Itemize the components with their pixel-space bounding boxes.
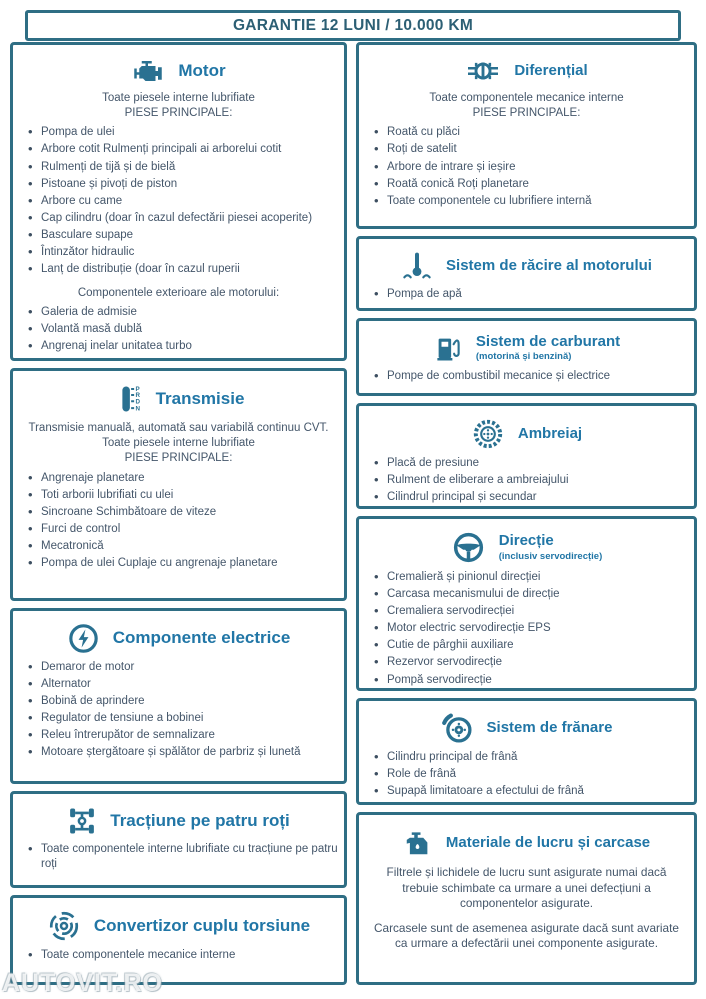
oil-canister-icon <box>403 826 433 860</box>
card-titles <box>499 533 602 562</box>
list-item: • Cilindrul principal și secundar <box>365 490 688 505</box>
list-item: • Regulator de tensiune a bobinei <box>19 711 338 726</box>
card-titles <box>518 426 582 443</box>
card-header <box>365 56 688 86</box>
text-block <box>367 921 686 952</box>
list-item: • Basculare supape <box>19 228 338 243</box>
card-convertizor <box>10 895 347 985</box>
card-title: Convertizor cuplu torsiune <box>93 915 311 935</box>
list-item: • Galeria de admisie <box>19 305 338 320</box>
card-title: Componente electrice <box>112 628 291 648</box>
left-column <box>10 42 347 985</box>
list-item: • Pompa de ulei Cuplaje cu angrenaje planetare <box>19 556 338 571</box>
list-item: • Angrenaj inelar unitatea turbo <box>19 339 338 354</box>
card-transmisie <box>10 368 347 601</box>
card-titles <box>110 812 289 831</box>
list-item: • Arbore cotit Rulmenți principali ai arborelui cotit <box>19 142 338 157</box>
list-item: • Furci de control <box>19 522 338 537</box>
card-title: Tracțiune pe patru roți <box>110 810 290 830</box>
text-block <box>23 286 334 301</box>
engine-icon <box>131 56 165 86</box>
list-item: • Rulmenți de tijă și de bielă <box>19 160 338 175</box>
list-item: • Pompa de apă <box>365 287 688 302</box>
card-header <box>365 826 688 860</box>
card-title: Sistem de carburant <box>475 332 621 350</box>
page-title: GARANTIE 12 LUNI / 10.000 KM <box>232 16 474 34</box>
bullet-list <box>19 305 338 354</box>
card-racire <box>356 236 697 311</box>
list-item: • Pistoane și pivoți de piston <box>19 177 338 192</box>
card-tractiune <box>10 791 347 888</box>
bullet-list <box>365 570 688 687</box>
list-item: • Pompe de combustibil mecanice și electrice <box>365 369 688 384</box>
fuel-pump-icon <box>433 332 463 364</box>
header-bar <box>25 10 681 41</box>
text-line: Filtrele și lichidele de lucru sunt asigurate numai dacă trebuie schimbate ca urmare a unei defecțiuni a componentelor asigurate. <box>386 865 667 911</box>
list-item: • Roți de satelit <box>365 142 688 157</box>
right-column <box>356 42 697 985</box>
list-item: • Cilindru principal de frână <box>365 750 688 765</box>
list-item: • Toti arborii lubrifiati cu ulei <box>19 488 338 503</box>
card-title: Sistem de frănare <box>486 719 613 737</box>
watermark: AUTOVIT.RO <box>2 969 163 997</box>
text-line: Toate componentele mecanice interne <box>429 92 624 104</box>
text-block <box>23 421 334 467</box>
bullet-list <box>19 660 338 760</box>
svg-text:D: D <box>135 398 140 406</box>
list-item: • Angrenaje planetare <box>19 471 338 486</box>
bullet-list <box>365 750 688 799</box>
bullet-list <box>365 125 688 208</box>
bullet-list <box>365 287 688 302</box>
text-line: Carcasele sunt de asemenea asigurate dacă sunt avariate ca urmare a defectării unei componente asigurate. <box>374 920 679 951</box>
list-item: • Supapă limitatoare a efectului de frână <box>365 784 688 799</box>
bullet-list <box>365 369 688 384</box>
list-item: • Toate componentele interne lubrifiate cu tracțiune pe patru roți <box>19 842 338 871</box>
list-item: • Pompa de ulei <box>19 125 338 140</box>
card-header <box>365 712 688 745</box>
list-item: • Roată cu plăci <box>365 125 688 140</box>
card-title: Ambreiaj <box>517 424 583 442</box>
text-block <box>369 91 684 121</box>
list-item: • Cremalieră și pinionul direcției <box>365 570 688 585</box>
card-ambreiaj <box>356 403 697 509</box>
text-block <box>367 865 686 912</box>
text-line: PIESE PRINCIPALE: <box>124 107 233 120</box>
gear-shifter-icon <box>113 382 143 416</box>
list-item: • Toate componentele mecanice interne <box>19 948 338 963</box>
list-item: • Roată conică Roți planetare <box>365 177 688 192</box>
card-titles <box>94 917 310 936</box>
card-franare <box>356 698 697 805</box>
steering-wheel-icon <box>451 530 486 565</box>
card-titles <box>476 334 620 363</box>
list-item: • Lanț de distribuție (doar în cazul ruperii <box>19 262 338 277</box>
card-titles <box>446 835 650 852</box>
card-titles <box>178 62 225 81</box>
card-header <box>19 382 338 416</box>
card-motor <box>10 42 347 361</box>
brake-disc-icon <box>441 712 474 745</box>
card-titles <box>113 629 291 648</box>
list-item: • Toate componentele cu lubrifiere internă <box>365 194 688 209</box>
card-title: Diferențial <box>514 61 588 79</box>
list-item: • Mecatronică <box>19 539 338 554</box>
bullet-list <box>19 471 338 571</box>
card-header <box>19 56 338 86</box>
list-item: • Role de frână <box>365 767 688 782</box>
bullet-list <box>19 125 338 276</box>
list-item: • Carcasa mecanismului de direcție <box>365 587 688 602</box>
card-titles <box>514 63 587 80</box>
card-directie <box>356 516 697 691</box>
list-item: • Alternator <box>19 677 338 692</box>
list-item: • Arbore de intrare și ieșire <box>365 160 688 175</box>
list-item: • Întinzător hidraulic <box>19 245 338 260</box>
text-line: PIESE PRINCIPALE: <box>472 107 581 120</box>
card-titles <box>446 258 652 275</box>
card-carburant <box>356 318 697 396</box>
card-header <box>365 417 688 451</box>
list-item: • Cutie de pârghii auxiliare <box>365 638 688 653</box>
card-title: Direcție <box>498 532 554 550</box>
list-item: • Demaror de motor <box>19 660 338 675</box>
card-header <box>19 909 338 943</box>
thermometer-icon <box>401 250 433 282</box>
card-materiale <box>356 812 697 985</box>
card-subtitle: (inclusiv servodirecție) <box>498 550 603 562</box>
text-line: Transmisie manuală, automată sau variabilă continuu CVT. <box>28 422 329 434</box>
card-header <box>365 332 688 364</box>
card-header <box>19 622 338 655</box>
clutch-disc-icon <box>471 417 505 451</box>
card-header <box>365 250 688 282</box>
bullet-list <box>365 456 688 505</box>
svg-text:P: P <box>135 386 140 393</box>
text-line: PIESE PRINCIPALE: <box>124 452 233 465</box>
text-block <box>23 91 334 121</box>
text-line: Toate piesele interne lubrifiate <box>102 437 255 450</box>
list-item: • Placă de presiune <box>365 456 688 471</box>
list-item: • Motor electric servodirecție EPS <box>365 621 688 636</box>
bullet-list <box>19 948 338 963</box>
svg-text:R: R <box>135 392 140 399</box>
list-item: • Motoare ștergătoare și spălător de parbriz și lunetă <box>19 745 338 760</box>
list-item: • Bobină de aprindere <box>19 694 338 709</box>
list-item: • Cap cilindru (doar în cazul defectării piesei acoperite) <box>19 211 338 226</box>
four-wheel-drive-icon <box>67 805 97 837</box>
card-titles <box>487 720 613 737</box>
card-titles <box>156 390 245 409</box>
lightning-icon <box>67 622 100 655</box>
list-item: • Sincroane Schimbătoare de viteze <box>19 505 338 520</box>
list-item: • Cremaliera servodirecției <box>365 604 688 619</box>
torque-converter-icon <box>47 909 81 943</box>
list-item: • Arbore cu came <box>19 194 338 209</box>
list-item: • Pompă servodirecție <box>365 673 688 688</box>
card-header <box>19 805 338 837</box>
list-item: • Rezervor servodirecție <box>365 655 688 670</box>
list-item: • Releu întrerupător de semnalizare <box>19 728 338 743</box>
card-title: Motor <box>178 60 226 80</box>
card-title: Sistem de răcire al motorului <box>446 256 652 274</box>
text-line: Toate piesele interne lubrifiate <box>102 92 255 104</box>
text-line: Componentele exterioare ale motorului: <box>77 286 280 299</box>
bullet-list <box>19 842 338 871</box>
list-item: • Volantă masă dublă <box>19 322 338 337</box>
card-header <box>365 530 688 565</box>
card-diferential <box>356 42 697 229</box>
list-item: • Rulment de eliberare a ambreiajului <box>365 473 688 488</box>
differential-icon <box>465 56 501 86</box>
card-electrice <box>10 608 347 784</box>
svg-text:N: N <box>135 405 140 413</box>
card-title: Transmisie <box>155 388 245 408</box>
card-title: Materiale de lucru și carcase <box>445 833 651 851</box>
card-subtitle: (motorină și benzină) <box>475 351 572 363</box>
